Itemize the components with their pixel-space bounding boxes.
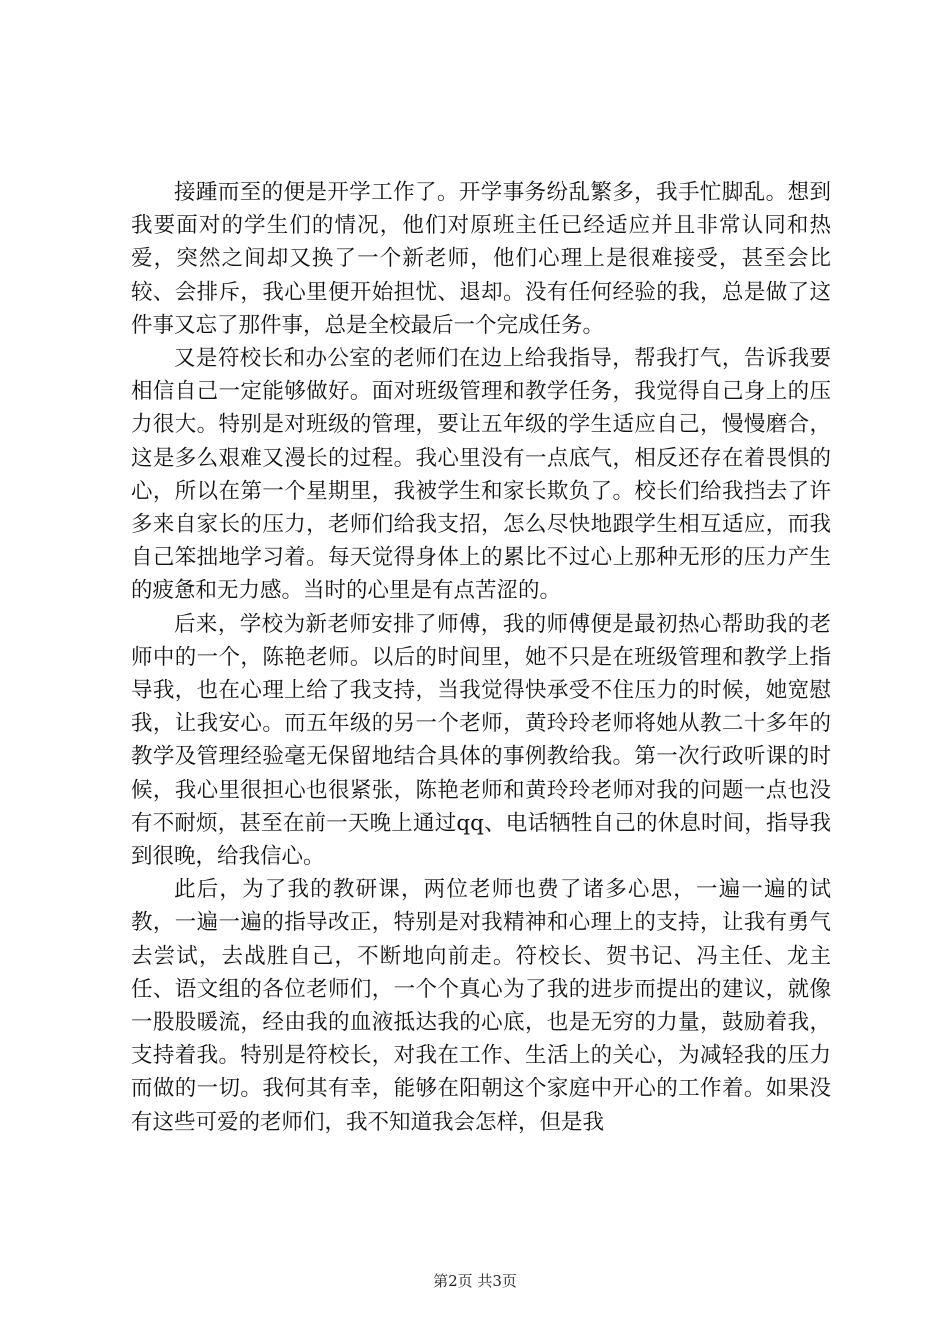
page-footer: 第2页 共3页 [433,1272,517,1290]
paragraph-4: 此后，为了我的教研课，两位老师也费了诸多心思，一遍一遍的试教，一遍一遍的指导改正，特别是对我精神和心理上的支持，让我有勇气去尝试，去战胜自己，不断地向前走。符校长、贺书记、冯主任、龙主任、语文组的各位老师们，一个个真心为了我的进步而提出的建议，就像一股股暖流，经由我的血液抵达我的心底，也是无穷的力量，鼓励着我，支持着我。特别是符校长，对我在工作、生活上的关心，为减轻我的压力而做的一切。我何其有幸，能够在阳朝这个家庭中开心的工作着。如果没有这些可爱的老师们，我不知道我会怎样，但是我 [131,877,831,1135]
document-body [131,176,831,1139]
paragraph-2: 又是符校长和办公室的老师们在边上给我指导，帮我打气，告诉我要相信自己一定能够做好。面对班级管理和教学任务，我觉得自己身上的压力很大。特别是对班级的管理，要让五年级的学生适应自己，慢慢磨合，这是多么艰难又漫长的过程。我心里没有一点底气，相反还存在着畏惧的心，所以在第一个星期里，我被学生和家长欺负了。校长们给我挡去了许多来自家长的压力，老师们给我支招，怎么尽快地跟学生相互适应，而我自己笨拙地学习着。每天觉得身体上的累比不过心上那种无形的压力产生的疲惫和无力感。当时的心里是有点苦涩的。 [131,346,831,604]
paragraph-1: 接踵而至的便是开学工作了。开学事务纷乱繁多，我手忙脚乱。想到我要面对的学生们的情况，他们对原班主任已经适应并且非常认同和热爱，突然之间却又换了一个新老师，他们心理上是很难接受，甚至会比较、会排斥，我心里便开始担忧、退却。没有任何经验的我，总是做了这件事又忘了那件事，总是全校最后一个完成任务。 [131,180,831,338]
paragraph-3: 后来，学校为新老师安排了师傅，我的师傅便是最初热心帮助我的老师中的一个，陈艳老师。以后的时间里，她不只是在班级管理和教学上指导我，也在心理上给了我支持，当我觉得快承受不住压力的时候，她宽慰我，让我安心。而五年级的另一个老师，黄玲玲老师将她从教二十多年的教学及管理经验毫无保留地结合具体的事例教给我。第一次行政听课的时候，我心里很担心也很紧张，陈艳老师和黄玲玲老师对我的问题一点也没有不耐烦，甚至在前一天晚上通过qq、电话牺牲自己的休息时间，指导我到很晚，给我信心。 [131,611,831,870]
